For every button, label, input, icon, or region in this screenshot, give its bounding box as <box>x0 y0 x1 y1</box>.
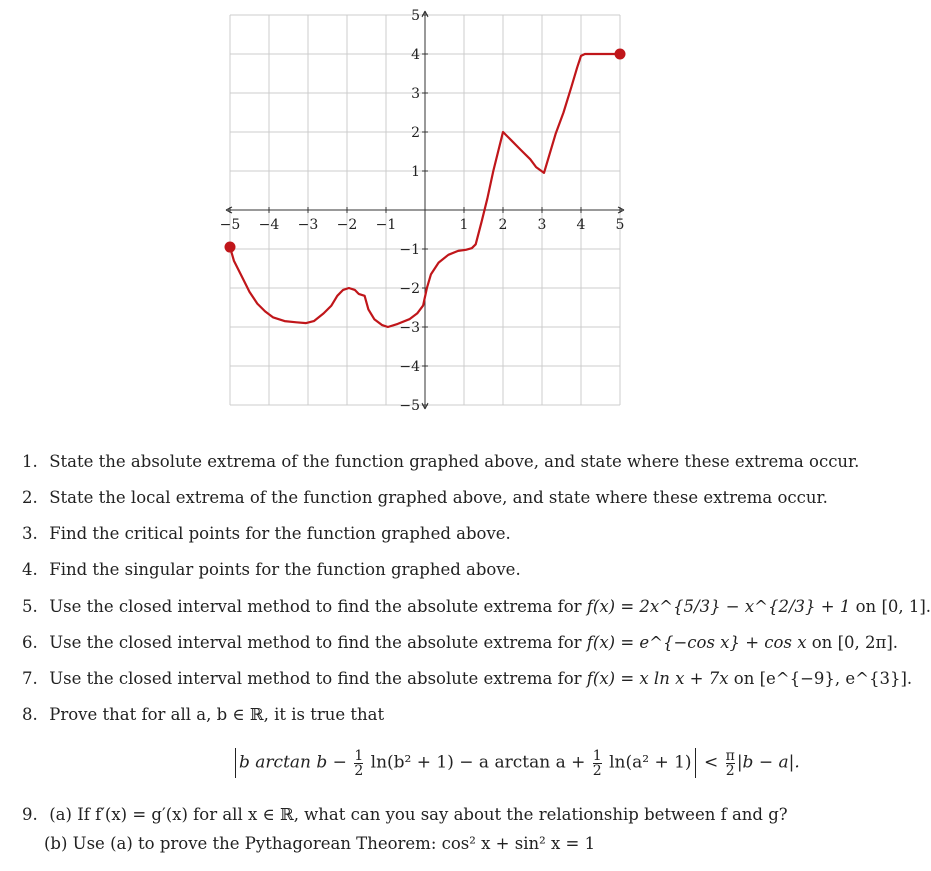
problem-9b: (b) Use (a) to prove the Pythagorean Theorem: cos² x + sin² x = 1 <box>44 834 596 853</box>
problem-6: 6. Use the closed interval method to find the absolute extrema for f(x) = e^{−cos x} + cos x on [0, 2π]. <box>22 633 899 652</box>
x-tick-label: −3 <box>297 217 319 233</box>
problem-1: 1. State the absolute extrema of the function graphed above, and state where these extrema occur. <box>22 452 860 471</box>
problem-8: 8. Prove that for all a, b ∈ ℝ, it is true that <box>22 705 385 724</box>
y-tick-label: 4 <box>411 47 420 63</box>
problem-7: 7. Use the closed interval method to find the absolute extrema for f(x) = x ln x + 7x on [e^{−9}, e^{3}]. <box>22 669 913 688</box>
problem-5-function: f(x) = 2x^{5/3} − x^{2/3} + 1 <box>586 597 851 616</box>
fraction-one-half-1: $\frac{1}{2}$ <box>354 747 364 779</box>
x-tick-label: −4 <box>258 217 280 233</box>
x-tick-label: −2 <box>336 217 358 233</box>
x-tick-label: 4 <box>576 217 586 233</box>
fraction-pi-half: $\frac{\pi}{2}$ <box>725 747 735 779</box>
x-tick-label: −1 <box>375 217 397 233</box>
y-tick-label: −1 <box>399 242 420 258</box>
problem-7-function: f(x) = x ln x + 7x <box>586 669 729 688</box>
x-tick-label: 5 <box>615 217 625 233</box>
problem-4: 4. Find the singular points for the function graphed above. <box>22 560 521 579</box>
problem-2: 2. State the local extrema of the function graphed above, and state where these extrema occur. <box>22 488 828 507</box>
y-tick-label: 2 <box>411 125 420 141</box>
y-tick-label: −4 <box>399 359 420 375</box>
problem-3: 3. Find the critical points for the function graphed above. <box>22 524 511 543</box>
problem-6-function: f(x) = e^{−cos x} + cos x <box>586 633 807 652</box>
fraction-one-half-2: $\frac{1}{2}$ <box>592 747 602 779</box>
function-graph <box>0 0 849 430</box>
abs-bar-left <box>235 748 236 778</box>
right-endpoint-dot <box>615 49 626 60</box>
x-tick-label: 2 <box>498 217 508 233</box>
y-tick-label: 3 <box>411 86 420 102</box>
x-tick-label: 3 <box>537 217 547 233</box>
x-tick-label: 1 <box>459 217 469 233</box>
y-tick-label: −3 <box>399 320 420 336</box>
y-tick-label: −2 <box>399 281 420 297</box>
y-tick-label: 5 <box>411 8 420 24</box>
display-inequality: b arctan b − $\frac{1}{2}$ ln(b² + 1) − a arctan a + $\frac{1}{2}$ ln(a² + 1) < $\frac{\pi}{2}$ |b − a|. <box>232 748 800 778</box>
y-tick-label: 1 <box>411 164 420 180</box>
problem-5: 5. Use the closed interval method to find the absolute extrema for f(x) = 2x^{5/3} − x^{2/3} + 1 on [0, 1]. <box>22 597 931 616</box>
left-endpoint-dot <box>225 242 236 253</box>
problem-9a: 9. (a) If f′(x) = g′(x) for all x ∈ ℝ, what can you say about the relationship between f and g? <box>22 805 788 824</box>
abs-bar-right <box>695 748 696 778</box>
x-tick-label: −5 <box>219 217 241 233</box>
y-tick-label: −5 <box>399 398 420 414</box>
